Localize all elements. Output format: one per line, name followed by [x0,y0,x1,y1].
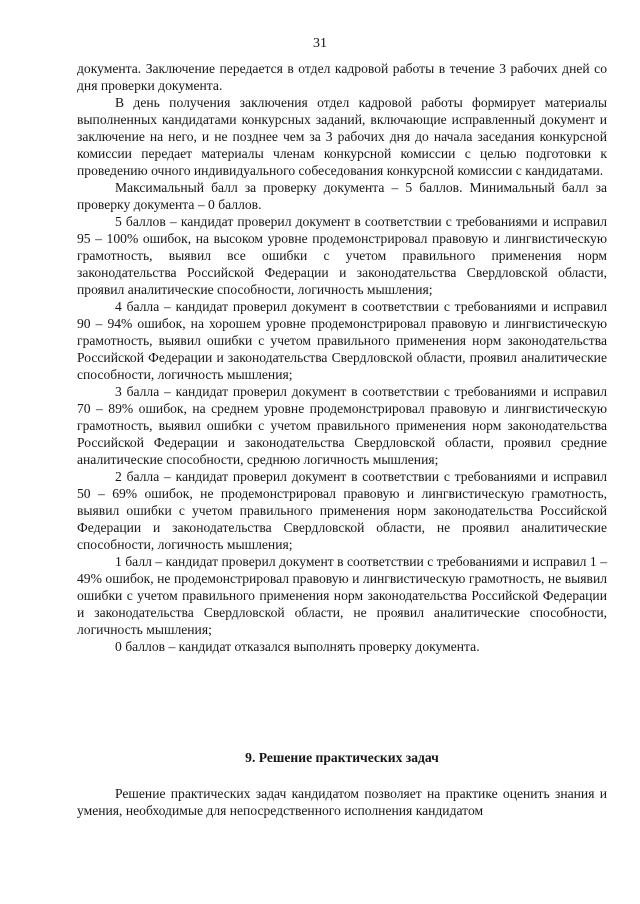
document-body [77,60,607,655]
paragraph-score-1: 1 балл – кандидат проверил документ в соответствии с требованиями и исправил 1 – 49% ошибок, не продемонстрировал правовую и лингвистическую грамотность, не выявил ошибки с учетом правильного применения норм законодательства Российской Федерации и законодательства Свердловской области, не проявил аналитические способности, логичность мышления; [77,554,607,637]
section-body [77,785,607,819]
paragraph-score-0: 0 баллов – кандидат отказался выполнять проверку документа. [115,639,480,654]
section-heading: 9. Решение практических задач [245,750,439,765]
paragraph-score-range: Максимальный балл за проверку документа – 5 баллов. Минимальный балл за проверку документа – 0 баллов. [77,180,607,212]
paragraph-score-5: 5 баллов – кандидат проверил документ в соответствии с требованиями и исправил 95 – 100% ошибок, на высоком уровне продемонстрировал правовую и лингвистическую грамотность, выявил все ошибки с учетом правильного применения норм законодательства Российской Федерации и законодательства Свердловской области, проявил аналитические способности, логичность мышления; [77,214,607,297]
page-number: 31 [313,36,327,51]
paragraph-score-4: 4 балла – кандидат проверил документ в соответствии с требованиями и исправил 90 – 94% ошибок, на хорошем уровне продемонстрировал правовую и лингвистическую грамотность, выявил ошибки с учетом правильного применения норм законодательства Российской Федерации и законодательства Свердловской области, проявил аналитические способности, логичность мышления; [77,299,607,382]
paragraph-score-3: 3 балла – кандидат проверил документ в соответствии с требованиями и исправил 70 – 89% ошибок, на среднем уровне продемонстрировал правовую и лингвистическую грамотность, выявил ошибки с учетом правильного применения норм законодательства Российской Федерации и законодательства Свердловской области, проявил средние аналитические способности, среднюю логичность мышления; [77,384,607,467]
paragraph-commission-materials: В день получения заключения отдел кадровой работы формирует материалы выполненных кандидатами конкурсных заданий, включающие исправленный документ и заключение на него, и не позднее чем за 3 рабочих дня до начала заседания конкурсной комиссии передает материалы членам конкурсной комиссии с целью подготовки к проведению очного индивидуального собеседования конкурсной комиссии с кандидатами. [77,95,607,178]
paragraph-score-2: 2 балла – кандидат проверил документ в соответствии с требованиями и исправил 50 – 69% ошибок, не продемонстрировал правовую и лингвистическую грамотность, выявил ошибки с учетом правильного применения норм законодательства Российской Федерации и законодательства Свердловской области, не проявил аналитические способности, логичность мышления; [77,469,607,552]
paragraph-continuation: документа. Заключение передается в отдел кадровой работы в течение 3 рабочих дней со дня проверки документа. [77,61,607,93]
paragraph-practical-tasks: Решение практических задач кандидатом позволяет на практике оценить знания и умения, необходимые для непосредственного исполнения кандидатом [77,786,607,818]
